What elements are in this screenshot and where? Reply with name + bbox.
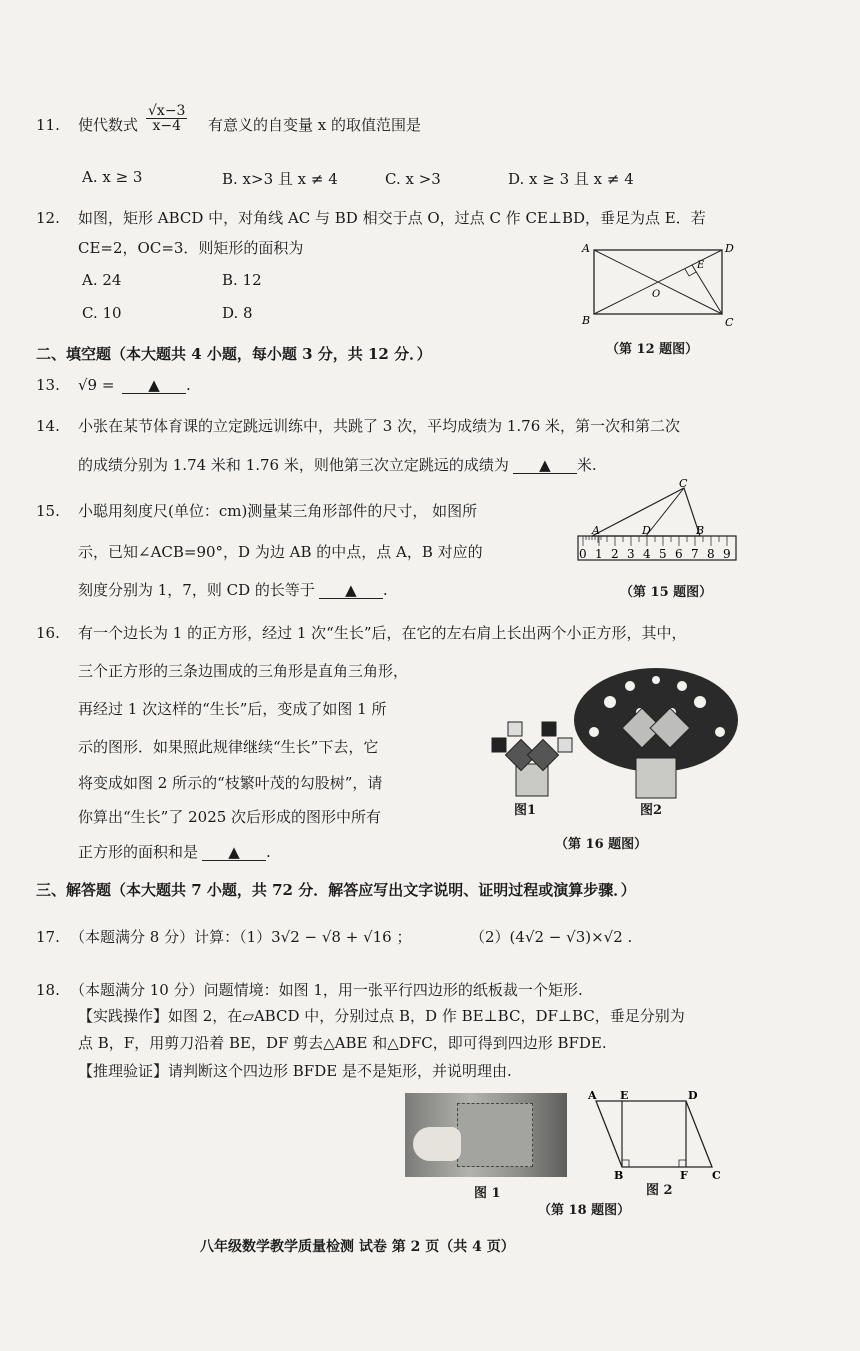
q15-line1: 小聪用刻度尺(单位：cm)测量某三角形部件的尺寸， 如图所 <box>78 502 478 520</box>
q12-caption: （第 12 题图） <box>606 342 699 357</box>
q13-end: . <box>186 376 191 394</box>
q15-line2: 示，已知∠ACB=90°，D 为边 AB 的中点，点 A，B 对应的 <box>78 543 483 561</box>
q11-option-a: A. x ≥ 3 <box>82 168 143 186</box>
ruler-tick-1: 1 <box>595 547 603 561</box>
q12-option-c: C. 10 <box>82 304 122 322</box>
q14-answer-mark: ▲ <box>513 458 577 474</box>
q14-end: 米. <box>576 456 597 474</box>
page-footer: 八年级数学教学质量检测 试卷 第 2 页（共 4 页） <box>200 1239 515 1255</box>
q15-end: . <box>382 581 388 599</box>
q16-line7 <box>78 845 271 861</box>
q16-line5: 将变成如图 2 所示的“枝繁叶茂的勾股树”，请 <box>78 774 383 792</box>
q18-fig1-label: 图 1 <box>474 1186 501 1201</box>
label-e: E <box>697 260 705 271</box>
q15-answer-mark: ▲ <box>319 583 383 599</box>
cardboard-sheet <box>457 1103 533 1167</box>
q11-frac-den: x−4 <box>152 118 181 134</box>
q18-line4: 【推理验证】请判断这个四边形 BFDE 是不是矩形，并说明理由. <box>78 1062 512 1080</box>
ruler-tick-8: 8 <box>707 547 715 561</box>
label-c: C <box>712 1169 721 1182</box>
q15-caption: （第 15 题图） <box>620 585 713 600</box>
q18-caption: （第 18 题图） <box>538 1203 631 1218</box>
ruler-numbers <box>579 547 731 561</box>
ruler-tick-4: 4 <box>643 547 651 561</box>
q11-frac-num: √x−3 <box>148 103 186 119</box>
leaf-2 <box>508 722 522 736</box>
q11-option-d: D. x ≥ 3 且 x ≠ 4 <box>508 170 634 188</box>
q18-line3: 点 B，F，用剪刀沿着 BE，DF 剪去△ABE 和△DFC，即可得到四边形 BFDE. <box>78 1034 607 1052</box>
right-angle-b <box>622 1160 629 1167</box>
q11-number: 11. <box>36 116 60 134</box>
q16-line3: 再经过 1 次这样的“生长”后，变成了如图 1 所 <box>78 700 387 718</box>
q16-answer-mark: ▲ <box>202 845 266 861</box>
q18-fig2-label: 图 2 <box>646 1183 673 1198</box>
q11-post: 有意义的自变量 x 的取值范围是 <box>208 116 421 134</box>
trunk-square <box>636 758 676 798</box>
q13-number: 13. <box>36 376 60 394</box>
q12-option-b: B. 12 <box>222 271 262 289</box>
q16-fig2-label: 图2 <box>640 803 663 818</box>
q17-text: （本题满分 8 分）计算：（1）3√2 − √8 + √16 ； <box>70 928 412 946</box>
ruler-tick-3: 3 <box>627 547 635 561</box>
q14-line2-text: 的成绩分别为 1.74 米和 1.76 米，则他第三次立定跳远的成绩为 <box>78 456 509 474</box>
q12-line1: 如图，矩形 ABCD 中，对角线 AC 与 BD 相交于点 O，过点 C 作 CE⊥BD，垂足为点 E．若 <box>78 209 706 227</box>
q11-option-c: C. x >3 <box>385 170 441 188</box>
q18-line2: 【实践操作】如图 2，在▱ABCD 中，分别过点 B，D 作 BE⊥BC，DF⊥BC，垂足分别为 <box>78 1007 685 1025</box>
q17-number: 17. <box>36 928 60 946</box>
q16-fig1-label: 图1 <box>514 803 537 818</box>
hand-shape <box>413 1127 461 1161</box>
q14-line1: 小张在某节体育课的立定跳远训练中，共跳了 3 次，平均成绩为 1.76 米，第一次和第二次 <box>78 417 681 435</box>
q14-line2 <box>78 458 597 474</box>
label-o: O <box>652 289 661 300</box>
q16-line2: 三个正方形的三条边围成的三角形是直角三角形， <box>78 662 409 680</box>
q15-line3-text: 刻度分别为 1，7，则 CD 的长等于 <box>78 581 315 599</box>
label-a: A <box>588 1089 597 1102</box>
q18-parallelogram-figure <box>584 1087 724 1183</box>
segment-cd <box>646 488 684 536</box>
label-d: D <box>642 524 651 537</box>
label-a: A <box>592 524 600 537</box>
label-c: C <box>679 478 688 490</box>
section3-heading: 三、解答题（本大题共 7 小题，共 72 分．解答应写出文字说明、证明过程或演算步骤．） <box>36 881 636 899</box>
q13-blank <box>122 378 191 394</box>
q12-line2: CE=2，OC=3．则矩形的面积为 <box>78 239 304 257</box>
q11-option-b: B. x>3 且 x ≠ 4 <box>222 170 338 188</box>
label-d: D <box>688 1089 698 1102</box>
q11-pre: 使代数式 <box>78 116 139 134</box>
ruler-tick-9: 9 <box>723 547 731 561</box>
leaf-3 <box>542 722 556 736</box>
q12-option-d: D. 8 <box>222 304 253 322</box>
q11-fraction <box>146 104 187 133</box>
q15-line3 <box>78 583 388 599</box>
q17-part2: （2）(4√2 − √3)×√2 . <box>470 928 633 946</box>
label-d: D <box>725 242 734 255</box>
ruler-tick-5: 5 <box>659 547 667 561</box>
label-a: A <box>582 242 590 255</box>
ruler-tick-6: 6 <box>675 547 683 561</box>
parallelogram-abcd <box>596 1101 712 1167</box>
q12-number: 12. <box>36 209 60 227</box>
ruler-tick-7: 7 <box>691 547 699 561</box>
q16-line4: 示的图形．如果照此规律继续“生长”下去，它 <box>78 738 379 756</box>
q12-option-a: A. 24 <box>82 271 122 289</box>
q16-figure-2 <box>570 662 742 802</box>
label-c: C <box>725 316 734 329</box>
label-e: E <box>620 1089 629 1102</box>
q16-line6: 你算出“生长”了 2025 次后形成的图形中所有 <box>78 808 382 826</box>
q12-rectangle-figure <box>578 238 738 330</box>
q15-number: 15. <box>36 502 60 520</box>
ruler-tick-0: 0 <box>579 547 587 561</box>
label-b: B <box>696 524 705 537</box>
ruler-ticks <box>583 536 727 546</box>
label-b: B <box>582 314 591 327</box>
q16-number: 16. <box>36 624 60 642</box>
leaf-1 <box>492 738 506 752</box>
q13-answer-mark: ▲ <box>122 378 186 394</box>
right-angle-f <box>679 1160 686 1167</box>
ruler-tick-2: 2 <box>611 547 619 561</box>
q16-caption: （第 16 题图） <box>555 837 648 852</box>
q15-ruler-figure <box>572 478 742 580</box>
q16-line1: 有一个边长为 1 的正方形，经过 1 次“生长”后，在它的左右肩上长出两个小正方形，其中， <box>78 624 687 642</box>
q16-line7-text: 正方形的面积和是 <box>78 843 199 861</box>
q18-photo <box>405 1093 567 1177</box>
q16-figure-1 <box>484 712 574 802</box>
q16-end: . <box>266 843 271 861</box>
right-angle-mark <box>685 269 696 276</box>
label-b: B <box>614 1169 624 1182</box>
q18-number: 18. <box>36 981 60 999</box>
q18-line1: （本题满分 10 分）问题情境：如图 1，用一张平行四边形的纸板裁一个矩形. <box>70 981 583 999</box>
q14-number: 14. <box>36 417 60 435</box>
section2-heading: 二、填空题（本大题共 4 小题，每小题 3 分，共 12 分．） <box>36 345 432 363</box>
q13-expr: √9 = <box>78 376 115 394</box>
label-f: F <box>680 1169 688 1182</box>
